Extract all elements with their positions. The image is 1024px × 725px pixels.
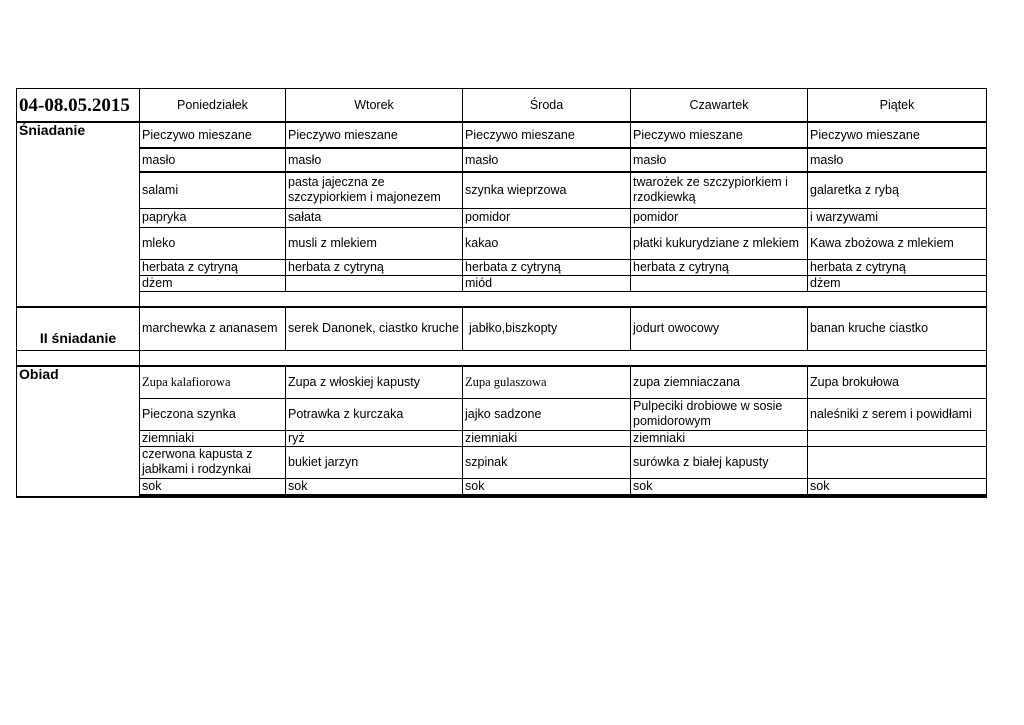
table-cell: masło [631,148,808,172]
table-row [17,366,987,398]
table-cell: Zupa brokułowa [808,366,987,398]
table-cell: Pulpeciki drobiowe w sosie pomidorowym [631,398,808,430]
table-cell: musli z mlekiem [286,227,463,259]
meal-label-sniadanie: Śniadanie [17,122,140,291]
table-cell: naleśniki z serem i powidłami [808,398,987,430]
table-cell: papryka [140,208,286,227]
table-cell: masło [808,148,987,172]
table-cell: kakao [463,227,631,259]
table-cell: Pieczywo mieszane [140,122,286,148]
table-cell: sok [631,478,808,495]
table-cell: jabłko,biszkopty [463,307,631,351]
table-cell: ziemniaki [140,430,286,446]
table-row [17,275,987,291]
table-cell: twarożek ze szczypiorkiem i rzodkiewką [631,172,808,208]
table-cell: herbata z cytryną [808,259,987,275]
table-cell: Pieczywo mieszane [631,122,808,148]
table-row [17,430,987,446]
table-row [17,122,987,148]
menu-table [16,88,987,498]
table-cell: Zupa z włoskiej kapusty [286,366,463,398]
table-cell: miód [463,275,631,291]
day-friday: Piątek [808,89,987,123]
meal-label-drugie-sniadanie: II śniadanie [17,307,140,351]
table-cell: jajko sadzone [463,398,631,430]
header-row [17,89,987,123]
table-cell: pasta jajeczna ze szczypiorkiem i majonezem [286,172,463,208]
table-cell [808,446,987,478]
table-cell: serek Danonek, ciastko kruche [286,307,463,351]
table-cell: Pieczywo mieszane [808,122,987,148]
table-cell: ziemniaki [631,430,808,446]
table-cell [808,430,987,446]
table-cell: pomidor [631,208,808,227]
table-cell: szpinak [463,446,631,478]
table-cell: i warzywami [808,208,987,227]
table-cell: Kawa zbożowa z mlekiem [808,227,987,259]
spacer-row [17,291,987,307]
table-cell: herbata z cytryną [140,259,286,275]
table-cell: Zupa kalafiorowa [140,366,286,398]
table-cell: sok [286,478,463,495]
table-row [17,478,987,495]
date-range: 04-08.05.2015 [17,89,140,123]
table-row [17,259,987,275]
table-cell: dżem [140,275,286,291]
table-cell: Potrawka z kurczaka [286,398,463,430]
table-cell: galaretka z rybą [808,172,987,208]
table-cell: jodurt owocowy [631,307,808,351]
table-row [17,148,987,172]
table-row [17,172,987,208]
day-monday: Poniedziałek [140,89,286,123]
table-cell: mleko [140,227,286,259]
table-cell: ryż [286,430,463,446]
table-cell: bukiet jarzyn [286,446,463,478]
table-cell: czerwona kapusta z jabłkami i rodzynkai [140,446,286,478]
table-cell: zupa ziemniaczana [631,366,808,398]
table-cell: sałata [286,208,463,227]
table-cell: salami [140,172,286,208]
table-cell: ziemniaki [463,430,631,446]
table-cell: masło [140,148,286,172]
day-wednesday: Środa [463,89,631,123]
table-cell: pomidor [463,208,631,227]
table-cell: marchewka z ananasem [140,307,286,351]
table-cell: surówka z białej kapusty [631,446,808,478]
table-row [17,446,987,478]
table-cell: Zupa gulaszowa [463,366,631,398]
table-cell: herbata z cytryną [631,259,808,275]
table-row [17,398,987,430]
table-row [17,307,987,351]
table-cell: herbata z cytryną [286,259,463,275]
table-cell: sok [808,478,987,495]
table-cell: płatki kukurydziane z mlekiem [631,227,808,259]
table-cell: szynka wieprzowa [463,172,631,208]
table-row [17,208,987,227]
table-cell: dżem [808,275,987,291]
table-cell: Pieczona szynka [140,398,286,430]
table-cell: sok [463,478,631,495]
meal-label-obiad: Obiad [17,366,140,495]
table-cell: sok [140,478,286,495]
table-cell: banan kruche ciastko [808,307,987,351]
table-cell: Pieczywo mieszane [286,122,463,148]
day-thursday: Czawartek [631,89,808,123]
table-row [17,227,987,259]
table-cell: masło [463,148,631,172]
table-cell: herbata z cytryną [463,259,631,275]
day-tuesday: Wtorek [286,89,463,123]
spacer-row [17,351,987,367]
table-cell: masło [286,148,463,172]
table-cell: Pieczywo mieszane [463,122,631,148]
table-cell [631,275,808,291]
table-cell [286,275,463,291]
